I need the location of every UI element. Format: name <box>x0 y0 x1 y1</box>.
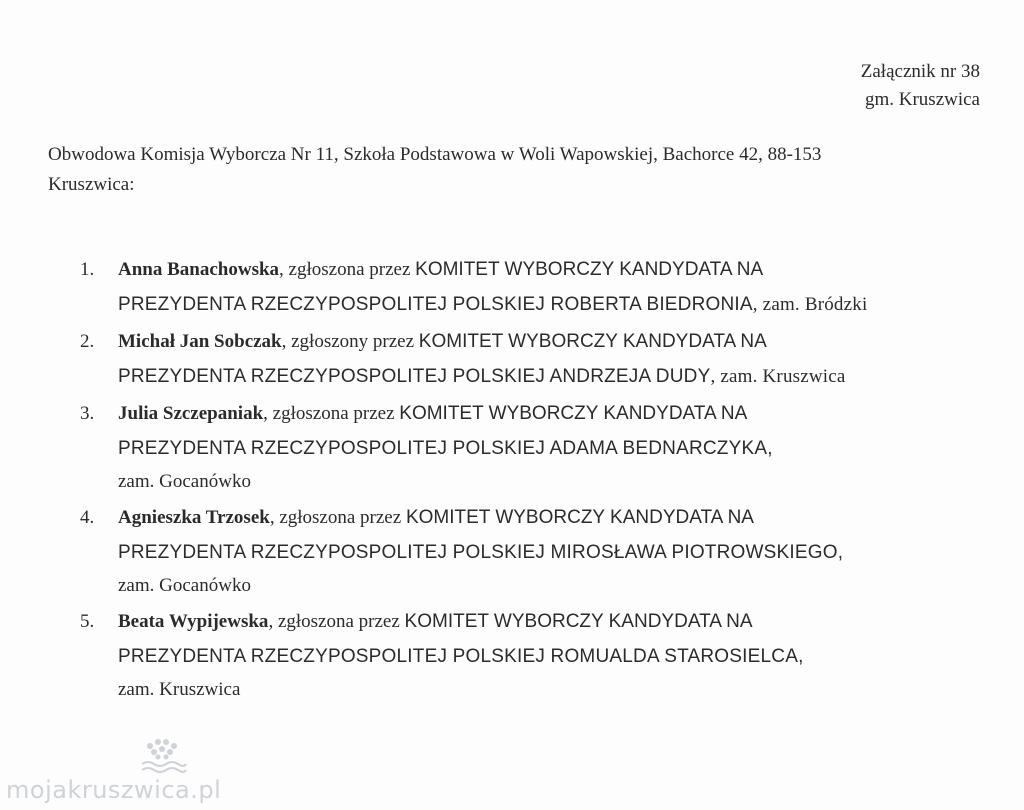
member-committee-start: KOMITET WYBORCZY KANDYDATA NA <box>404 611 753 632</box>
member-name: Agnieszka Trzosek <box>118 507 270 528</box>
member-item <box>80 396 980 498</box>
commission-intro <box>48 140 978 200</box>
member-item <box>80 500 980 602</box>
member-name: Michał Jan Sobczak <box>118 331 282 352</box>
member-number: 4. <box>80 507 95 528</box>
commission-line-2: Kruszwica: <box>48 174 135 195</box>
member-nominated-by: , zgłoszona przez <box>263 403 400 424</box>
municipality-label: gm. Kruszwica <box>864 89 980 110</box>
member-nominated-by: , zgłoszona przez <box>269 507 406 528</box>
member-number: 5. <box>80 611 95 632</box>
member-committee-end: PREZYDENTA RZECZYPOSPOLITEJ POLSKIEJ ROMUALDA STAROSIELCA, <box>118 646 804 667</box>
member-committee-start: KOMITET WYBORCZY KANDYDATA NA <box>415 259 764 280</box>
member-number: 3. <box>80 403 95 424</box>
member-nominated-by: , zgłoszony przez <box>281 331 419 352</box>
watermark-logo-icon <box>136 736 188 776</box>
commission-line-1: Obwodowa Komisja Wyborcza Nr 11, Szkoła Podstawowa w Woli Wapowskiej, Bachorce 42, 88-153 <box>48 144 822 165</box>
member-committee-end: PREZYDENTA RZECZYPOSPOLITEJ POLSKIEJ MIROSŁAWA PIOTROWSKIEGO, <box>118 542 844 563</box>
member-name: Beata Wypijewska <box>118 611 269 632</box>
member-committee-end: PREZYDENTA RZECZYPOSPOLITEJ POLSKIEJ ANDRZEJA DUDY <box>118 366 711 387</box>
member-committee-end: PREZYDENTA RZECZYPOSPOLITEJ POLSKIEJ ADAMA BEDNARCZYKA, <box>118 438 773 459</box>
member-address: zam. Gocanówko <box>118 575 251 596</box>
member-address: zam. Gocanówko <box>118 471 251 492</box>
watermark-text: mojakruszwica.pl <box>6 776 222 804</box>
annex-header <box>861 58 980 114</box>
member-item <box>80 324 980 394</box>
member-item <box>80 252 980 322</box>
member-committee-end: PREZYDENTA RZECZYPOSPOLITEJ POLSKIEJ ROBERTA BIEDRONIA <box>118 294 753 315</box>
member-number: 2. <box>80 331 95 352</box>
member-committee-start: KOMITET WYBORCZY KANDYDATA NA <box>405 507 754 528</box>
member-item <box>80 604 980 706</box>
member-nominated-by: , zgłoszona przez <box>268 611 405 632</box>
annex-number: Załącznik nr 38 <box>860 61 980 82</box>
member-committee-start: KOMITET WYBORCZY KANDYDATA NA <box>399 403 748 424</box>
member-address-inline: , zam. Kruszwica <box>710 366 846 387</box>
members-list <box>80 252 980 708</box>
member-number: 1. <box>80 259 95 280</box>
member-address-inline: , zam. Bródzki <box>752 294 868 315</box>
member-committee-start: KOMITET WYBORCZY KANDYDATA NA <box>418 331 767 352</box>
member-address: zam. Kruszwica <box>118 679 241 700</box>
member-name: Julia Szczepaniak <box>118 403 264 424</box>
member-nominated-by: , zgłoszona przez <box>279 259 416 280</box>
member-name: Anna Banachowska <box>118 259 280 280</box>
